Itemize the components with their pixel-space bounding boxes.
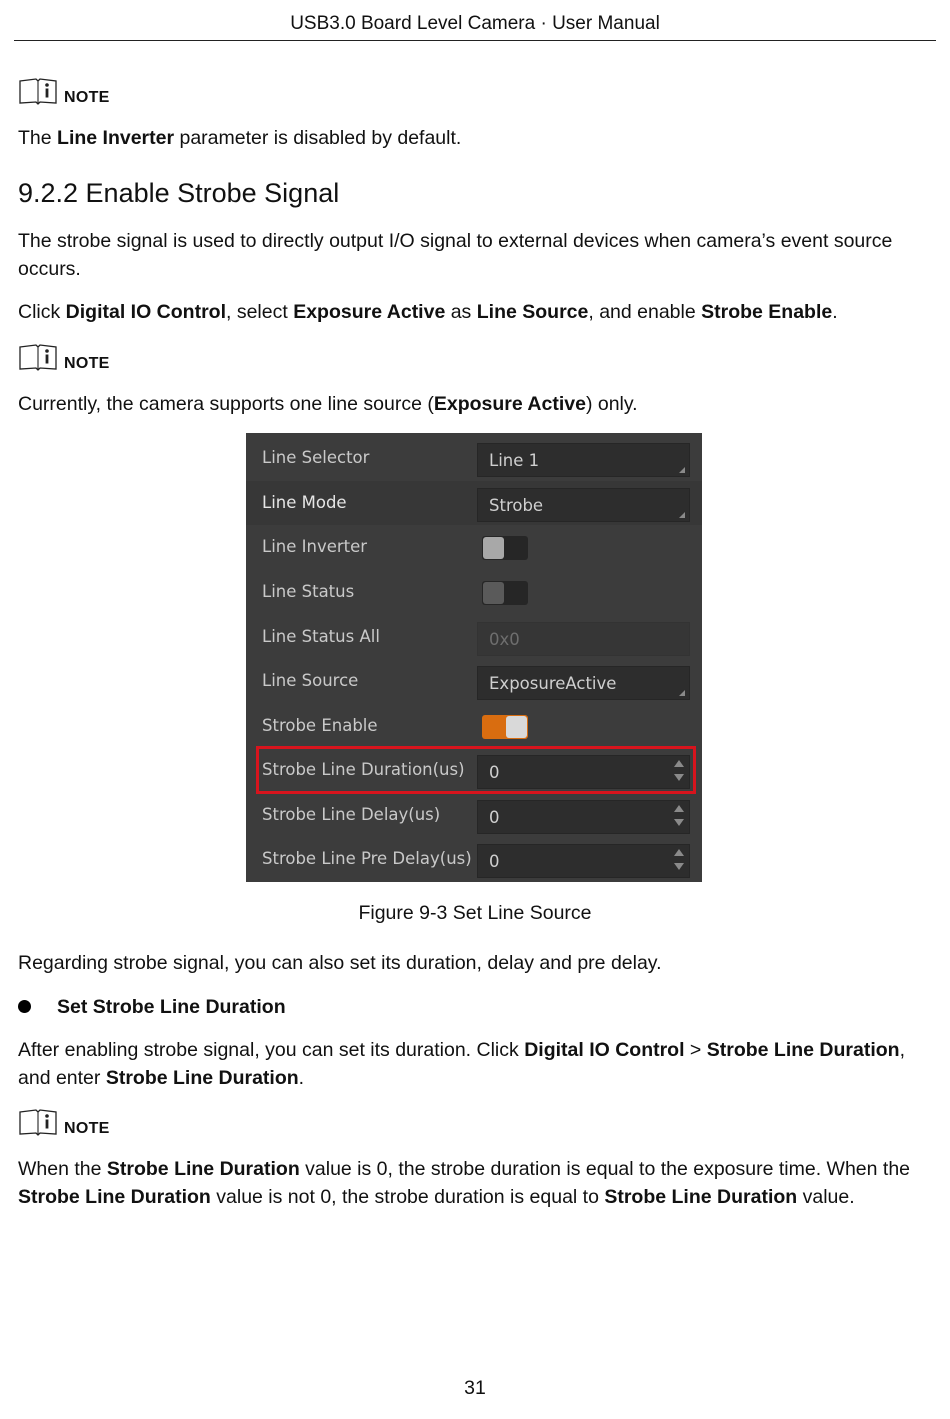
text: The xyxy=(18,127,58,149)
property-label: Line Inverter xyxy=(262,537,368,556)
text: parameter is disabled by default. xyxy=(174,127,462,149)
bold-term: Exposure Active xyxy=(293,301,446,323)
spin-arrows-icon[interactable] xyxy=(674,849,684,873)
resize-corner-icon xyxy=(679,512,685,518)
bold-term: Line Inverter xyxy=(57,127,175,149)
text: . xyxy=(298,1067,305,1089)
text: After enabling strobe signal, you can set its duration. Click xyxy=(18,1039,525,1061)
line-source-dropdown[interactable] xyxy=(477,666,690,700)
strobe-enable-toggle[interactable] xyxy=(482,715,528,739)
property-value: ExposureActive xyxy=(489,674,617,693)
paragraph: The strobe signal is used to directly output I/O signal to external devices when camera’s event source occurs. xyxy=(18,230,893,280)
bullet-icon xyxy=(18,1000,31,1013)
text: . xyxy=(832,301,838,323)
bold-term: Digital IO Control xyxy=(524,1039,685,1061)
text: , and enable xyxy=(588,301,702,323)
note-label: NOTE xyxy=(64,355,110,372)
note-text xyxy=(18,390,933,418)
page-header xyxy=(14,8,936,41)
line-inverter-toggle[interactable] xyxy=(482,536,528,560)
property-row-strobe-enable xyxy=(246,704,702,748)
text: ) only. xyxy=(585,393,638,415)
note-heading xyxy=(18,340,110,372)
bold-term: Line Source xyxy=(476,301,589,323)
line-mode-dropdown[interactable] xyxy=(477,488,690,522)
property-row-strobe-line-delay xyxy=(246,793,702,837)
property-value: Line 1 xyxy=(489,451,540,470)
strobe-line-pre-delay-input[interactable] xyxy=(477,844,690,878)
bold-term: Digital IO Control xyxy=(65,301,226,323)
bullet-heading: Set Strobe Line Duration xyxy=(57,996,286,1018)
property-label: Strobe Line Delay(us) xyxy=(262,805,441,824)
text: value is not 0, the strobe duration is equal to xyxy=(210,1186,605,1208)
bold-term: Strobe Enable xyxy=(701,301,833,323)
header-title: USB3.0 Board Level Camera · User Manual xyxy=(290,13,660,34)
paragraph xyxy=(18,1036,933,1092)
property-row-line-status-all xyxy=(246,615,702,659)
text: > xyxy=(684,1039,707,1061)
property-value: Strobe xyxy=(489,496,544,515)
property-value: 0 xyxy=(489,808,500,827)
text: value is 0, the strobe duration is equal to the exposure time. When the xyxy=(299,1158,911,1180)
note-text xyxy=(18,1155,933,1211)
note-heading xyxy=(18,74,110,106)
text: , and enter xyxy=(18,1039,906,1089)
paragraph xyxy=(18,298,933,326)
text: Click xyxy=(18,301,66,323)
note-heading xyxy=(18,1105,110,1137)
text: Currently, the camera supports one line source ( xyxy=(18,393,434,415)
resize-corner-icon xyxy=(679,690,685,696)
bold-term: Strobe Line Duration xyxy=(18,1186,211,1208)
bold-term: Strobe Line Duration xyxy=(706,1039,900,1061)
resize-corner-icon xyxy=(679,467,685,473)
property-row-line-mode xyxy=(246,481,702,525)
spin-arrows-icon[interactable] xyxy=(674,805,684,829)
line-selector-dropdown[interactable] xyxy=(477,443,690,477)
paragraph: Regarding strobe signal, you can also set its duration, delay and pre delay. xyxy=(18,952,662,974)
bold-term: Strobe Line Duration xyxy=(105,1067,299,1089)
property-row-line-source xyxy=(246,659,702,703)
property-value: 0 xyxy=(489,763,500,782)
property-label: Line Status xyxy=(262,582,355,601)
strobe-line-delay-input[interactable] xyxy=(477,800,690,834)
note-label: NOTE xyxy=(64,1120,110,1137)
property-label: Strobe Enable xyxy=(262,716,378,735)
property-label: Line Status All xyxy=(262,627,380,646)
property-label: Strobe Line Duration(us) xyxy=(262,760,465,779)
digital-io-control-panel xyxy=(246,433,702,882)
bold-term: Strobe Line Duration xyxy=(106,1158,300,1180)
toggle-knob xyxy=(483,537,504,559)
note-text xyxy=(18,124,933,152)
figure-caption: Figure 9-3 Set Line Source xyxy=(358,902,592,924)
note-book-icon xyxy=(18,76,58,106)
note-label: NOTE xyxy=(64,89,110,106)
property-row-line-selector xyxy=(246,436,702,480)
highlight-box xyxy=(256,746,696,794)
text: value. xyxy=(797,1186,855,1208)
note-book-icon xyxy=(18,342,58,372)
property-value: 0 xyxy=(489,852,500,871)
text: , select xyxy=(226,301,294,323)
bold-term: Exposure Active xyxy=(433,393,586,415)
line-status-toggle xyxy=(482,581,528,605)
text: When the xyxy=(18,1158,107,1180)
property-label: Line Source xyxy=(262,671,359,690)
property-label: Line Mode xyxy=(262,493,347,512)
text: as xyxy=(445,301,477,323)
property-label: Line Selector xyxy=(262,448,370,467)
toggle-knob xyxy=(483,582,504,604)
property-label: Strobe Line Pre Delay(us) xyxy=(262,849,472,868)
property-row-line-inverter xyxy=(246,525,702,569)
property-row-strobe-line-pre-delay xyxy=(246,837,702,881)
bold-term: Strobe Line Duration xyxy=(604,1186,798,1208)
property-value: 0x0 xyxy=(489,630,520,649)
page-number: 31 xyxy=(464,1377,486,1399)
toggle-knob xyxy=(506,716,527,738)
line-status-all-field xyxy=(477,622,690,656)
section-heading: 9.2.2 Enable Strobe Signal xyxy=(18,178,340,208)
note-book-icon xyxy=(18,1107,58,1137)
property-row-line-status xyxy=(246,570,702,614)
